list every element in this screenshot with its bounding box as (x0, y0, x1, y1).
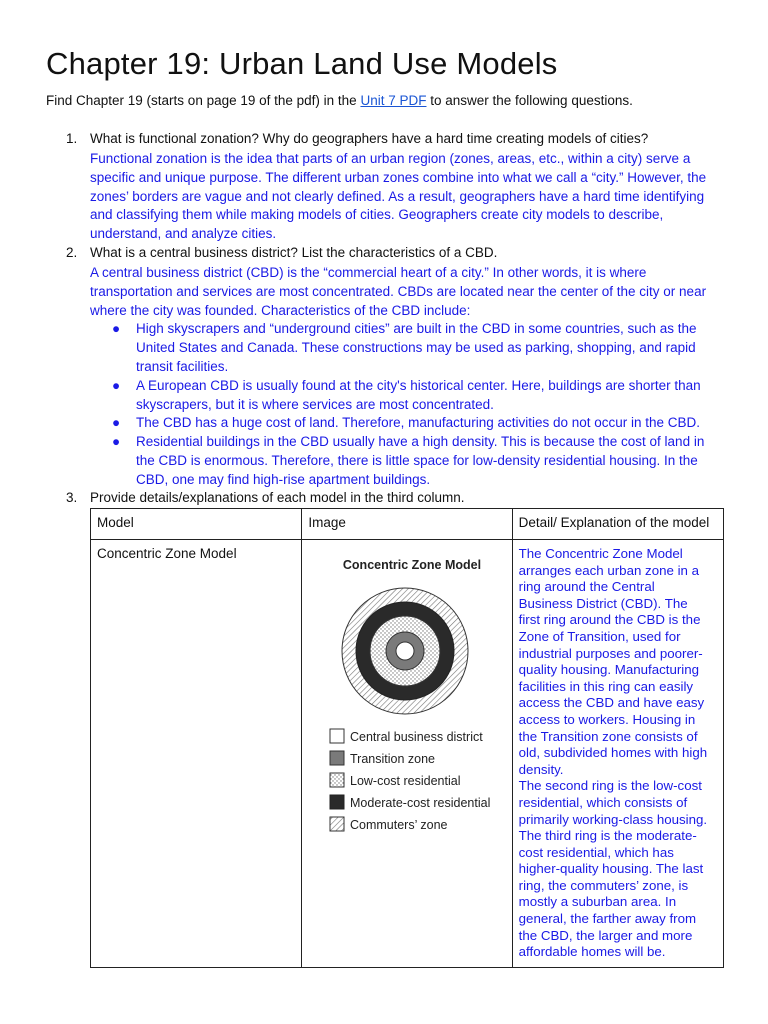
legend-swatch-low-cost (330, 773, 344, 787)
explanation-line: general, the farther away from (518, 911, 697, 927)
bullet-dot-icon: ● (112, 321, 121, 336)
model-name-cell: Concentric Zone Model (91, 540, 302, 968)
explanation-line: first ring around the CBD is the (518, 612, 701, 628)
intro-after: to answer the following questions. (426, 93, 633, 108)
unit-7-pdf-link[interactable]: Unit 7 PDF (360, 93, 427, 108)
explanation-cell (512, 540, 723, 968)
explanation-line: ring around the Central (518, 579, 655, 595)
answer-line: understand, and analyze cities. (90, 226, 277, 242)
bullet-item (112, 433, 724, 489)
bullet-item (112, 414, 724, 433)
legend-label: Moderate-cost residential (350, 796, 491, 810)
answer-line: specific and unique purpose. The different urban zones combine into what we call a “city.” However, the (90, 169, 707, 185)
question-number: 2. (66, 245, 78, 260)
legend-swatch-moderate-cost (330, 795, 344, 809)
legend-label: Central business district (350, 730, 484, 744)
models-table (90, 508, 724, 968)
intro-text (46, 93, 633, 108)
bullet-line: Residential buildings in the CBD usually have a high density. This is because the cost of land in (136, 434, 705, 449)
bullet-line: High skyscrapers and “underground cities” are built in the CBD in some countries, such as the (136, 321, 697, 336)
answer-line: and classifying them while making models of cities. Geographers create city models to describe, (90, 207, 664, 223)
concentric-zone-figure (324, 548, 500, 848)
answer-2 (90, 264, 726, 320)
explanation-line: facilities in this ring can easily (518, 678, 694, 694)
explanation-line: mostly a suburban area. In (518, 894, 677, 910)
answer-line: A central business district (CBD) is the “commercial heart of a city.” In other words, it is where (90, 265, 647, 280)
explanation-line: access the CBD and have easy (518, 695, 705, 711)
question-1 (66, 130, 648, 149)
legend-swatch-commuters (330, 817, 344, 831)
table-header-row (91, 509, 724, 540)
legend-swatch-transition (330, 751, 344, 765)
table-row (91, 540, 724, 968)
explanation-line: affordable homes will be. (518, 944, 666, 960)
explanation-line: the Transition zone consists of (518, 728, 698, 744)
answer-line: transportation and services are most concentrated. CBDs are located near the center of the city or near (90, 283, 707, 299)
explanation-line: arranges each urban zone in a (518, 562, 700, 578)
bullet-item (112, 377, 724, 415)
legend-label: Transition zone (350, 752, 436, 766)
page-title: Chapter 19: Urban Land Use Models (46, 46, 558, 81)
explanation-line: density. (518, 761, 564, 777)
explanation-line: ring, the commuters’ zone, is (518, 877, 689, 893)
cbd-center (396, 642, 414, 660)
bullet-dot-icon: ● (112, 378, 121, 393)
question-3 (66, 489, 464, 508)
answer-line: zones’ borders are vague and not clearly defined. As a result, geographers have a hard time identifying (90, 188, 705, 204)
explanation-line: higher-quality housing. The last (518, 861, 704, 877)
bullet-dot-icon: ● (112, 434, 121, 449)
answer-line: where the city was founded. Characteristics of the CBD include: (90, 302, 471, 318)
explanation-line: Business District (CBD). The (518, 595, 688, 611)
explanation-line: The Concentric Zone Model (518, 546, 683, 561)
model-image-cell (302, 540, 512, 968)
legend-label: Commuters’ zone (350, 818, 448, 832)
bullet-item (112, 320, 724, 376)
table-header-model: Model (91, 509, 302, 540)
answer-1 (90, 150, 726, 244)
bullet-line: A European CBD is usually found at the city's historical center. Here, buildings are shorter than (136, 378, 701, 393)
table-header-explanation: Detail/ Explanation of the model (512, 509, 723, 540)
bullet-line: The CBD has a huge cost of land. Therefore, manufacturing activities do not occur in the CBD. (136, 415, 701, 430)
explanation-line: the CBD, the larger and more (518, 927, 693, 943)
bullet-line: CBD, one may find high-rise apartment buildings. (136, 471, 431, 487)
legend-label: Low-cost residential (350, 774, 461, 788)
answer-line: Functional zonation is the idea that parts of an urban region (zones, areas, etc., within a city) serve a (90, 151, 691, 166)
figure-title: Concentric Zone Model (343, 558, 482, 572)
explanation-line: industrial purposes and poorer- (518, 645, 703, 661)
explanation-line: The third ring is the moderate- (518, 828, 697, 844)
explanation-line: Zone of Transition, used for (518, 628, 681, 644)
explanation-line: access to workers. Housing in (518, 711, 696, 727)
question-text: What is functional zonation? Why do geographers have a hard time creating models of cities? (90, 131, 649, 146)
question-number: 1. (66, 131, 78, 146)
question-text: What is a central business district? List the characteristics of a CBD. (90, 245, 498, 260)
bullet-dot-icon: ● (112, 415, 121, 430)
explanation-line: cost residential, which has (518, 844, 674, 860)
explanation-line: quality housing. Manufacturing (518, 662, 700, 678)
question-number: 3. (66, 490, 78, 505)
explanation-line: residential, which consists of (518, 794, 688, 810)
intro-before: Find Chapter 19 (starts on page 19 of the pdf) in the (46, 93, 361, 108)
explanation-line: old, subdivided homes with high (518, 745, 708, 761)
bullet-line: skyscrapers, but it is where services are most concentrated. (136, 396, 494, 412)
legend-swatch-cbd (330, 729, 344, 743)
question-text: Provide details/explanations of each model in the third column. (90, 490, 465, 505)
table-header-image: Image (302, 509, 512, 540)
explanation-line: The second ring is the low-cost (518, 778, 702, 794)
explanation-line: primarily working-class housing. (518, 811, 708, 827)
bullet-line: United States and Canada. These constructions may be used as parking, shopping, and rapid (136, 339, 696, 355)
question-2 (66, 244, 497, 263)
bullet-line: the CBD is enormous. Therefore, there is little space for low-density residential housing. In the (136, 452, 698, 468)
bullet-line: transit facilities. (136, 358, 229, 374)
